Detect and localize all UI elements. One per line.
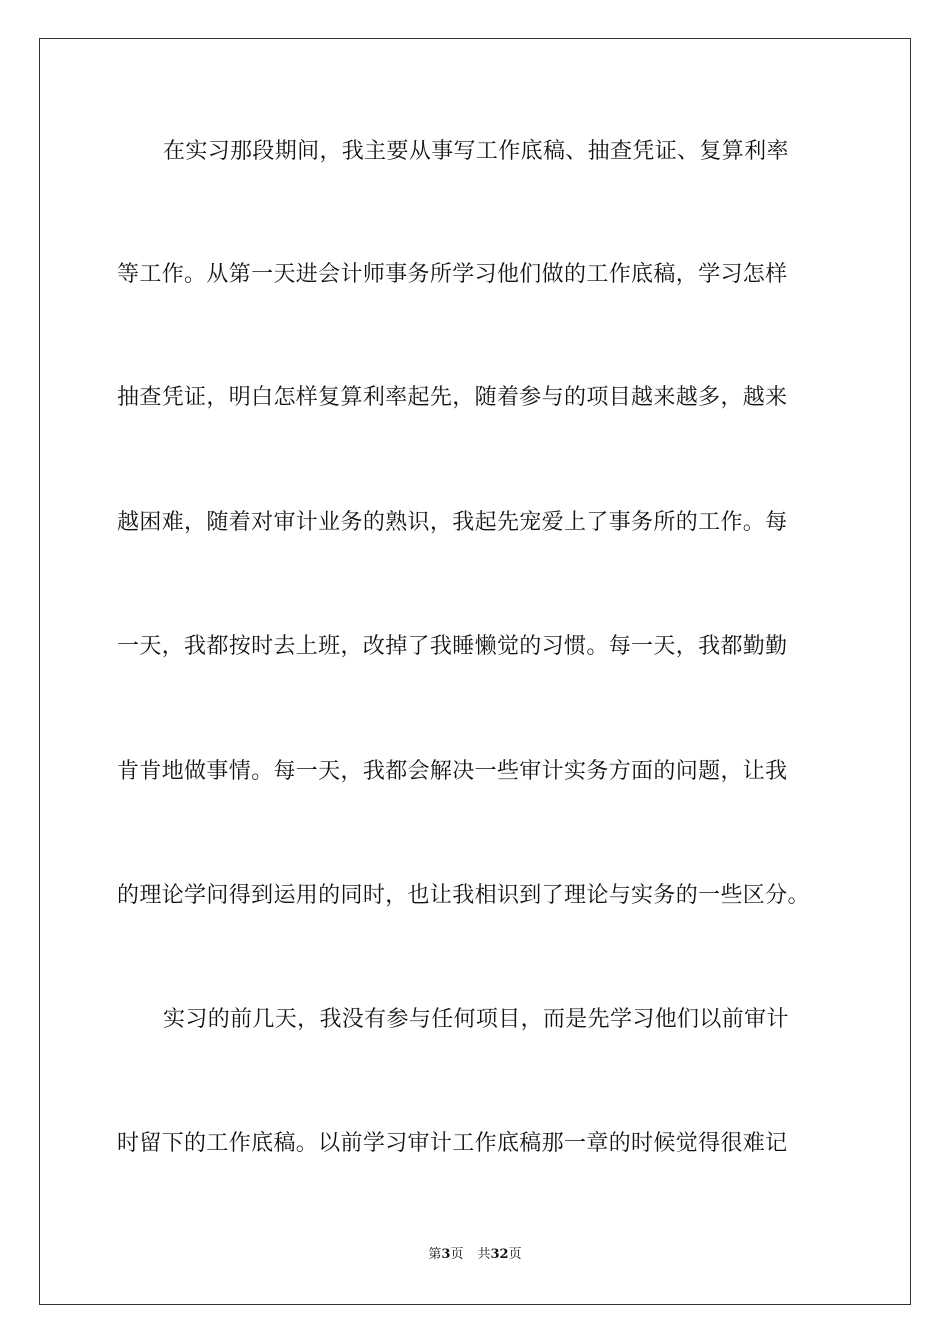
paragraph-line-9: 时留下的工作底稿。以前学习审计工作底稿那一章的时候觉得很难记 [117, 1131, 788, 1156]
footer-total-suffix: 页 [508, 1247, 522, 1262]
footer-page-suffix: 页 [450, 1247, 464, 1262]
paragraph-line-4: 越困难，随着对审计业务的熟识，我起先宠爱上了事务所的工作。每 [117, 510, 788, 535]
page-footer [0, 1246, 950, 1264]
footer-page-number: 3 [441, 1247, 451, 1262]
paragraph-line-3: 抽查凭证，明白怎样复算利率起先，随着参与的项目越来越多，越来 [117, 385, 788, 410]
paragraph-line-5: 一天，我都按时去上班，改掉了我睡懒觉的习惯。每一天，我都勤勤 [117, 634, 788, 659]
paragraph-line-1: 在实习那段期间，我主要从事写工作底稿、抽查凭证、复算利率 [163, 139, 789, 164]
paragraph-line-2: 等工作。从第一天进会计师事务所学习他们做的工作底稿，学习怎样 [117, 262, 788, 287]
page-frame [39, 38, 911, 1305]
footer-prefix: 第 [428, 1247, 442, 1262]
paragraph-line-6: 肯肯地做事情。每一天，我都会解决一些审计实务方面的问题，让我 [117, 759, 788, 784]
footer-total-pages: 32 [490, 1247, 509, 1262]
footer-total-prefix: 共 [477, 1247, 491, 1262]
paragraph-line-8: 实习的前几天，我没有参与任何项目，而是先学习他们以前审计 [163, 1007, 789, 1032]
paragraph-line-7: 的理论学问得到运用的同时，也让我相识到了理论与实务的一些区分。 [117, 883, 810, 908]
